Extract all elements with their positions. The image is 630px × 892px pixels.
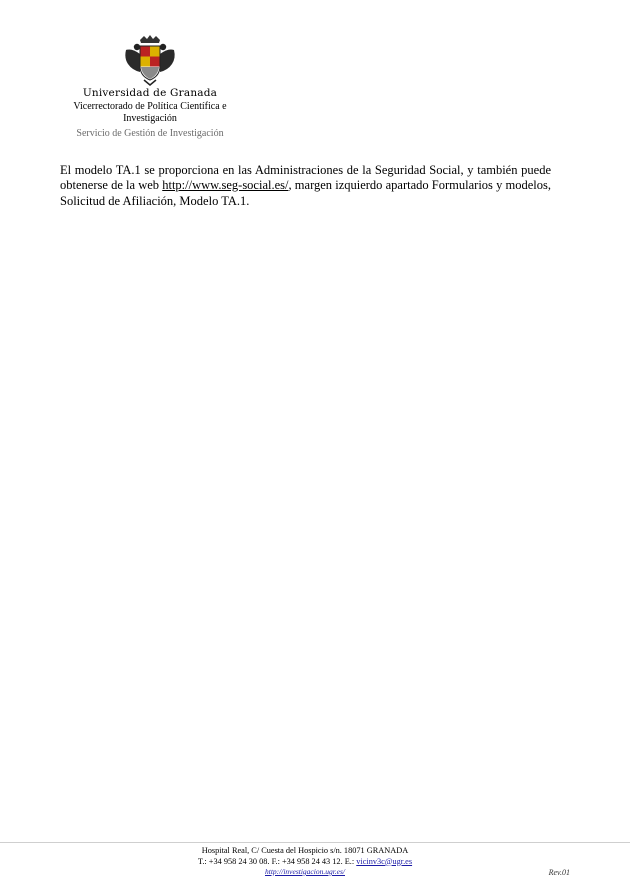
- footer-phones: T.: +34 958 24 30 08. F.: +34 958 24 43 12. E.:: [197, 856, 357, 866]
- seg-social-link[interactable]: http://www.seg-social.es/: [162, 178, 289, 192]
- service-name: Servicio de Gestión de Investigación: [76, 128, 224, 139]
- university-coat-of-arms-icon: [122, 34, 178, 86]
- footer-email-link[interactable]: vicinv3c@ugr.es: [356, 856, 413, 866]
- body-text-end: , margen izquierdo apartado Formularios y modelos, Solicitud de Afiliación, Modelo TA.1.: [60, 178, 551, 208]
- vicerrectorado-name: Vicerrectorado de Política Científica e Investigación: [73, 101, 227, 124]
- revision-label: Rev.01: [548, 868, 570, 877]
- document-header: [60, 34, 240, 139]
- footer-divider: [0, 842, 630, 843]
- body-paragraph: [60, 163, 551, 210]
- university-name: Universidad de Granada: [82, 87, 218, 99]
- footer-contact: [185, 857, 425, 868]
- footer-address: Hospital Real, C/ Cuesta del Hospicio s/n. 18071 GRANADA: [201, 846, 409, 855]
- body-text-start: El modelo TA.1 se proporciona en las Administraciones de la Seguridad Social, y también puede obtenerse de la web: [60, 162, 551, 192]
- document-footer: [185, 846, 425, 878]
- footer-website-link[interactable]: http://investigacion.ugr.es/: [265, 867, 345, 876]
